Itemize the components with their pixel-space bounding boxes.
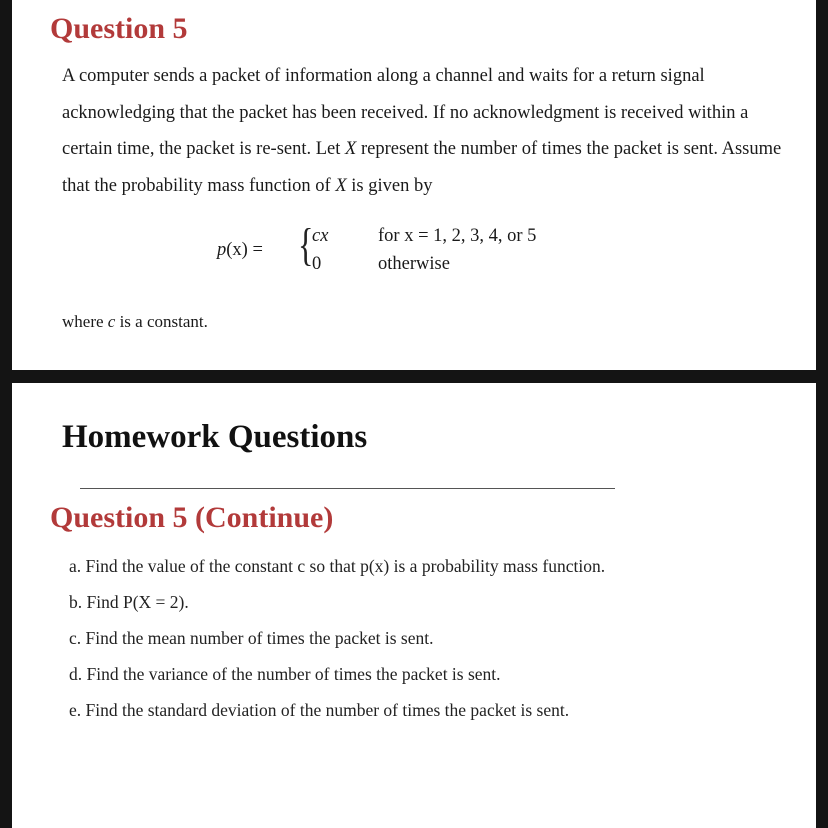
question-5-card bbox=[12, 0, 816, 370]
where-var: c bbox=[107, 312, 116, 331]
formula-eq: = bbox=[247, 240, 263, 260]
question-item-d: d. Find the variance of the number of times the packet is sent. bbox=[69, 664, 501, 684]
where-suffix: is a constant. bbox=[115, 312, 208, 331]
case2-value: 0 bbox=[312, 254, 322, 274]
question-item-b: b. Find P(X = 2). bbox=[69, 592, 189, 612]
case2-condition: otherwise bbox=[378, 254, 450, 274]
question-5-title: Question 5 bbox=[50, 12, 188, 45]
case1-value: cx bbox=[312, 226, 329, 246]
var-x-1: X bbox=[345, 139, 357, 159]
var-x-2: X bbox=[335, 175, 347, 196]
homework-card bbox=[12, 383, 816, 828]
question-5-text bbox=[62, 58, 802, 204]
pmf-formula bbox=[12, 220, 816, 290]
text-part-2: represent the number of times the packet is sent. Assume that the probability mass function of bbox=[62, 139, 782, 196]
formula-arg: (x) bbox=[226, 240, 248, 260]
homework-heading: Homework Questions bbox=[62, 419, 368, 455]
question-item-a: a. Find the value of the constant c so that p(x) is a probability mass function. bbox=[69, 556, 606, 576]
text-part-1: A computer sends a packet of information along a channel and waits for a return signal acknowledging that the packet has been received. If no acknowledgment is received within a certain time, the packet is re-sent. Let bbox=[62, 66, 749, 159]
formula-lhs bbox=[217, 240, 263, 261]
where-text bbox=[62, 312, 208, 332]
formula-fn: p bbox=[217, 240, 227, 260]
question-5-continue-title: Question 5 (Continue) bbox=[50, 501, 334, 534]
question-item-e: e. Find the standard deviation of the number of times the packet is sent. bbox=[69, 700, 570, 720]
text-part-3: is given by bbox=[346, 175, 433, 196]
question-item-c: c. Find the mean number of times the packet is sent. bbox=[69, 628, 434, 648]
question-list bbox=[69, 548, 605, 728]
where-prefix: where bbox=[62, 312, 108, 331]
case1-condition: for x = 1, 2, 3, 4, or 5 bbox=[378, 226, 537, 246]
left-brace: { bbox=[298, 219, 314, 270]
heading-divider bbox=[80, 488, 615, 489]
